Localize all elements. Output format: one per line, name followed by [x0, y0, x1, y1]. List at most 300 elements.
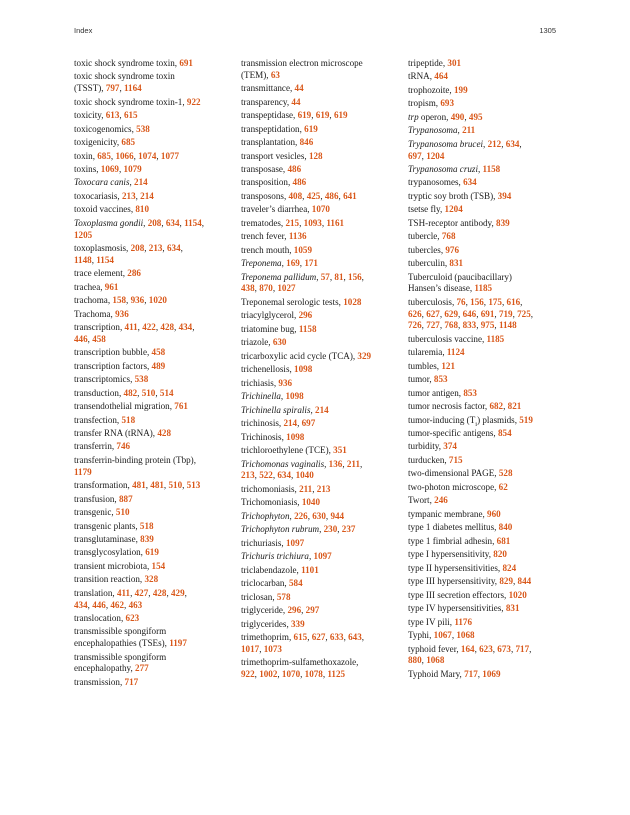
index-entry-line	[241, 484, 401, 496]
index-entry-line	[74, 255, 234, 267]
page-reference-link[interactable]: 854	[497, 428, 512, 438]
page-reference-link[interactable]: 154	[151, 560, 166, 571]
entry-text: toxic shock syndrome toxin,	[74, 58, 180, 68]
index-entry-line	[74, 137, 234, 149]
page-reference-link[interactable]: 697	[408, 150, 422, 161]
page-reference-link[interactable]: 212	[487, 138, 502, 149]
page-reference-link[interactable]: 922	[241, 668, 255, 679]
index-entry	[74, 309, 234, 321]
page-reference-link[interactable]: 1070	[311, 204, 330, 215]
page-reference-link[interactable]: 613	[105, 110, 120, 121]
page-reference-link[interactable]: 1077	[160, 150, 180, 161]
page-reference-link[interactable]: 691	[179, 58, 193, 68]
page-reference-link[interactable]: 840	[498, 522, 513, 533]
page-reference-link[interactable]: 1073	[263, 643, 282, 654]
page-reference-link[interactable]: 427	[134, 587, 149, 598]
page-reference-link[interactable]: 208	[130, 243, 145, 253]
page-reference-link[interactable]: 922	[186, 96, 201, 107]
page-reference-link[interactable]: 846	[299, 137, 314, 148]
page-reference-link[interactable]: 1002	[259, 668, 278, 679]
entry-text: ,	[494, 320, 499, 331]
page-reference-link[interactable]: 434	[74, 599, 88, 610]
index-entry	[74, 480, 234, 492]
page-reference-link[interactable]: 615	[123, 110, 138, 121]
index-entry-line	[74, 600, 234, 612]
page-reference-link[interactable]: 717	[464, 668, 478, 679]
page-reference-link[interactable]: 1017	[241, 643, 260, 654]
page-reference-link[interactable]: 623	[479, 643, 493, 654]
index-entry-line	[408, 468, 568, 480]
page-reference-link[interactable]: 616	[506, 296, 521, 307]
page-reference-link[interactable]: 425	[306, 190, 321, 201]
index-entry	[74, 97, 234, 109]
entry-text: ,	[144, 243, 149, 253]
page-reference-link[interactable]: 1101	[301, 564, 319, 575]
page-reference-link[interactable]: 1148	[74, 254, 92, 265]
entry-text: ,	[520, 296, 523, 307]
page-reference-link[interactable]: 839	[140, 533, 154, 544]
page-reference-link[interactable]: 634	[463, 177, 477, 188]
page-reference-link[interactable]: 619	[297, 110, 312, 121]
index-entry	[241, 565, 401, 577]
index-entry	[74, 547, 234, 559]
index-entry-line	[74, 561, 234, 573]
page-reference-link[interactable]: 1148	[498, 320, 517, 331]
page-reference-link[interactable]: 458	[92, 333, 106, 344]
page-reference-link[interactable]: 481	[150, 480, 164, 491]
entry-text: ,	[337, 524, 342, 535]
page-reference-link[interactable]: 633	[329, 632, 344, 643]
page-reference-link[interactable]: 717	[124, 676, 139, 687]
entry-text: tumbles,	[408, 360, 442, 371]
entry-text: transport vesicles,	[241, 150, 309, 161]
index-entry-line	[241, 445, 401, 457]
page-reference-link[interactable]: 411	[124, 322, 138, 333]
index-entry	[241, 364, 401, 376]
page-reference-link[interactable]: 1020	[148, 295, 167, 306]
index-entry-line	[408, 85, 568, 97]
page-reference-link[interactable]: 339	[291, 618, 305, 629]
index-entry	[408, 536, 568, 548]
page-reference-link[interactable]: 693	[440, 98, 454, 109]
index-entry	[241, 459, 401, 482]
page-reference-link[interactable]: 853	[433, 374, 448, 385]
page-reference-link[interactable]: 1098	[285, 391, 304, 402]
page-reference-link[interactable]: 936	[278, 377, 293, 388]
page-reference-link[interactable]: 1136	[288, 231, 307, 242]
page-reference-link[interactable]: 578	[276, 591, 291, 602]
page-reference-link[interactable]: 619	[304, 123, 318, 134]
page-reference-link[interactable]: 641	[343, 190, 357, 201]
page-reference-link[interactable]: 510	[141, 387, 156, 398]
page-reference-link[interactable]: 482	[123, 387, 138, 398]
index-entry	[408, 428, 568, 440]
page-reference-link[interactable]: 1185	[474, 283, 493, 294]
entry-text: transferrin-binding protein (Tbp),	[74, 454, 196, 465]
page-reference-link[interactable]: 1204	[444, 204, 463, 215]
page-reference-link[interactable]: 1069	[100, 163, 119, 174]
page-reference-link[interactable]: 495	[468, 111, 483, 122]
entry-text: encephalopathies (TSEs),	[74, 638, 170, 649]
page-reference-link[interactable]: 1158	[298, 323, 317, 334]
page-reference-link[interactable]: 746	[116, 441, 131, 452]
entry-text: transcription bubble,	[74, 347, 152, 358]
page-reference-link[interactable]: 1028	[343, 296, 362, 307]
index-entry	[408, 630, 568, 642]
page-reference-link[interactable]: 63	[270, 69, 280, 80]
page-reference-link[interactable]: 158	[112, 295, 127, 306]
entry-text: ,	[300, 668, 305, 679]
page-reference-link[interactable]: 57	[320, 271, 330, 282]
page-reference-link[interactable]: 446	[74, 333, 88, 344]
page-reference-link[interactable]: 870	[259, 283, 273, 294]
page-reference-link[interactable]: 761	[174, 401, 188, 412]
page-reference-link[interactable]: 960	[487, 508, 501, 519]
page-reference-link[interactable]: 1185	[486, 333, 505, 344]
entry-text: transglycosylation,	[74, 547, 146, 558]
page-reference-link[interactable]: 691	[480, 308, 495, 319]
index-column-3	[408, 58, 568, 682]
page-reference-link[interactable]: 128	[308, 150, 323, 161]
index-entry-line	[241, 619, 401, 631]
page-reference-link[interactable]: 1176	[454, 616, 472, 627]
page-reference-link[interactable]: 136	[328, 458, 343, 469]
page-reference-link[interactable]: 1040	[295, 470, 314, 481]
page-reference-link[interactable]: 627	[426, 308, 440, 319]
page-reference-link[interactable]: 880	[408, 655, 422, 666]
page-reference-link[interactable]: 214	[315, 404, 329, 415]
page-reference-link[interactable]: 213	[121, 190, 136, 201]
page-reference-link[interactable]: 833	[462, 320, 477, 331]
entry-text: Treponemal serologic tests,	[241, 296, 344, 307]
page-reference-link[interactable]: 1097	[285, 537, 305, 548]
entry-text: ,	[501, 296, 507, 307]
index-entry-line	[241, 364, 401, 376]
page-reference-link[interactable]: 1158	[482, 163, 501, 174]
page-reference-link[interactable]: 634	[277, 470, 292, 481]
italic-term: Trypanosoma brucei	[408, 138, 484, 149]
page-reference-link[interactable]: 428	[152, 587, 167, 598]
page-reference-link[interactable]: 518	[139, 520, 154, 531]
index-entry	[408, 644, 568, 667]
page-reference-link[interactable]: 329	[357, 350, 372, 361]
page-reference-link[interactable]: 211	[462, 125, 476, 136]
page-reference-link[interactable]: 351	[333, 445, 347, 456]
page-reference-link[interactable]: 634	[505, 138, 520, 149]
index-entry	[74, 494, 234, 506]
entry-text: ,	[280, 391, 286, 402]
page-reference-link[interactable]: 715	[448, 454, 463, 465]
entry-text: trachea,	[74, 281, 105, 292]
page-reference-link[interactable]: 528	[498, 468, 513, 479]
page-reference-link[interactable]: 422	[142, 322, 156, 333]
page-reference-link[interactable]: 519	[519, 414, 533, 425]
page-reference-link[interactable]: 936	[130, 295, 145, 306]
page-reference-link[interactable]: 428	[160, 322, 175, 333]
entry-text: ,	[483, 138, 488, 149]
page-reference-link[interactable]: 829	[499, 576, 513, 587]
page-reference-link[interactable]: 1154	[96, 254, 114, 265]
page-reference-link[interactable]: 428	[157, 428, 171, 438]
page-reference-link[interactable]: 685	[97, 150, 111, 161]
page-reference-link[interactable]: 1098	[286, 431, 305, 442]
entry-text: trench fever,	[241, 231, 289, 242]
page-reference-link[interactable]: 1066	[115, 150, 134, 161]
page-reference-link[interactable]: 936	[115, 308, 129, 319]
page-reference-link[interactable]: 844	[517, 576, 532, 587]
page-reference-link[interactable]: 1098	[294, 364, 313, 375]
page-reference-link[interactable]: 169	[286, 258, 300, 269]
page-reference-link[interactable]: 681	[496, 535, 511, 546]
page-reference-link[interactable]: 518	[121, 414, 136, 425]
index-entry-line	[74, 507, 234, 519]
index-entry-line	[408, 177, 568, 189]
page-reference-link[interactable]: 682	[489, 401, 504, 412]
page-reference-link[interactable]: 215	[285, 217, 300, 228]
page-reference-link[interactable]: 810	[135, 204, 150, 215]
page-reference-link[interactable]: 1205	[74, 229, 93, 240]
page-reference-link[interactable]: 1179	[74, 466, 92, 477]
page-reference-link[interactable]: 1020	[508, 589, 527, 600]
page-reference-link[interactable]: 697	[301, 418, 316, 429]
page-reference-link[interactable]: 1074	[138, 150, 157, 161]
page-reference-link[interactable]: 626	[408, 308, 422, 319]
entry-text: ,	[137, 322, 143, 333]
index-entry	[408, 455, 568, 467]
page-reference-link[interactable]: 839	[496, 217, 510, 228]
page-reference-link[interactable]: 211	[346, 458, 360, 469]
page-reference-link[interactable]: 211	[299, 483, 313, 494]
index-entry-line	[408, 495, 568, 507]
page-reference-link[interactable]: 374	[443, 441, 457, 452]
page-reference-link[interactable]: 438	[241, 283, 255, 294]
page-reference-link[interactable]: 76	[456, 296, 466, 307]
page-reference-link[interactable]: 1027	[277, 283, 296, 294]
page-reference-link[interactable]: 831	[505, 603, 520, 614]
page-reference-link[interactable]: 1204	[426, 150, 445, 161]
page-reference-link[interactable]: 1125	[327, 668, 346, 679]
index-entry-line	[74, 415, 234, 427]
page-reference-link[interactable]: 510	[168, 480, 183, 491]
page-reference-link[interactable]: 486	[287, 163, 302, 174]
page-reference-link[interactable]: 824	[502, 562, 517, 573]
page-reference-link[interactable]: 411	[116, 587, 131, 598]
page-reference-link[interactable]: 394	[497, 190, 512, 201]
page-reference-link[interactable]: 213	[316, 483, 331, 494]
page-reference-link[interactable]: 230	[323, 524, 338, 535]
page-reference-link[interactable]: 286	[127, 268, 141, 279]
page-reference-link[interactable]: 619	[315, 110, 330, 121]
page-reference-link[interactable]: 214	[140, 190, 154, 201]
page-reference-link[interactable]: 237	[341, 524, 356, 535]
page-reference-link[interactable]: 301	[447, 58, 462, 68]
index-entry-line	[408, 617, 568, 629]
page-reference-link[interactable]: 726	[408, 320, 422, 331]
page-reference-link[interactable]: 619	[145, 547, 159, 558]
page-reference-link[interactable]: 538	[134, 374, 149, 385]
page-reference-link[interactable]: 522	[259, 470, 273, 481]
page-reference-link[interactable]: 727	[426, 320, 440, 331]
entry-text: ,	[519, 138, 522, 149]
index-entry-line	[241, 310, 401, 322]
entry-text: triazole,	[241, 337, 273, 348]
index-entry	[241, 218, 401, 230]
page-reference-link[interactable]: 296	[287, 605, 302, 616]
page-reference-link[interactable]: 208	[147, 217, 162, 228]
entry-text: ,	[494, 308, 499, 319]
page-reference-link[interactable]: 623	[125, 613, 140, 623]
page-reference-link[interactable]: 629	[444, 308, 459, 319]
page-reference-link[interactable]: 514	[159, 387, 174, 398]
page-reference-link[interactable]: 199	[453, 84, 468, 95]
page-reference-link[interactable]: 853	[463, 387, 477, 398]
page-reference-link[interactable]: 463	[128, 599, 143, 610]
entry-text: transplantation,	[241, 137, 300, 148]
page-reference-link[interactable]: 44	[294, 83, 304, 94]
page-reference-link[interactable]: 214	[283, 418, 298, 429]
page-reference-link[interactable]: 619	[333, 110, 348, 121]
page-reference-link[interactable]: 481	[132, 480, 146, 491]
index-entry	[241, 497, 401, 509]
page-reference-link[interactable]: 685	[121, 137, 136, 148]
index-entry	[74, 71, 234, 94]
page-reference-link[interactable]: 328	[144, 574, 159, 585]
page-reference-link[interactable]: 630	[272, 337, 287, 348]
page-reference-link[interactable]: 1093	[303, 217, 322, 228]
entry-text: ,	[135, 190, 141, 201]
page-reference-link[interactable]: 768	[441, 231, 456, 242]
index-entry-line	[241, 565, 401, 577]
page-reference-link[interactable]: 1079	[123, 163, 142, 174]
page-reference-link[interactable]: 627	[311, 632, 326, 643]
page-reference-link[interactable]: 961	[104, 281, 119, 292]
entry-text: ,	[105, 599, 111, 610]
page-reference-link[interactable]: 510	[115, 507, 130, 518]
page-reference-link[interactable]: 175	[488, 296, 502, 307]
page-reference-link[interactable]: 171	[304, 258, 318, 269]
index-entry	[74, 191, 234, 203]
page-reference-link[interactable]: 725	[517, 308, 531, 319]
page-reference-link[interactable]: 1070	[281, 668, 301, 679]
entry-text: triglyceride,	[241, 605, 288, 616]
page-reference-link[interactable]: 164	[460, 643, 475, 654]
page-reference-link[interactable]: 296	[298, 310, 313, 321]
entry-text: (TEM),	[241, 69, 271, 80]
page-reference-link[interactable]: 821	[507, 401, 522, 412]
page-reference-link[interactable]: 634	[165, 217, 180, 228]
index-entry-line	[74, 58, 234, 70]
index-entry	[74, 521, 234, 533]
entry-text: toxoplasmosis,	[74, 243, 131, 253]
page-reference-link[interactable]: 643	[348, 632, 362, 643]
page-reference-link[interactable]: 634	[166, 243, 181, 253]
page-reference-link[interactable]: 717	[515, 643, 530, 654]
page-reference-link[interactable]: 1164	[124, 83, 142, 94]
page-reference-link[interactable]: 673	[497, 643, 511, 654]
page-reference-link[interactable]: 538	[136, 123, 150, 134]
page-reference-link[interactable]: 44	[291, 96, 301, 107]
page-reference-link[interactable]: 1067	[433, 630, 452, 641]
page-reference-link[interactable]: 462	[110, 599, 125, 610]
page-reference-link[interactable]: 630	[312, 510, 326, 521]
page-reference-link[interactable]: 213	[148, 243, 163, 253]
page-reference-link[interactable]: 297	[305, 605, 320, 616]
page-reference-link[interactable]: 213	[241, 470, 255, 481]
page-reference-link[interactable]: 1097	[313, 551, 332, 562]
page-reference-link[interactable]: 615	[293, 632, 308, 643]
index-entry	[408, 401, 568, 413]
index-entry-line	[241, 644, 401, 656]
page-reference-link[interactable]: 1078	[304, 668, 323, 679]
page-reference-link[interactable]: 464	[434, 71, 448, 82]
entry-text: ,	[319, 524, 324, 535]
page-reference-link[interactable]: 1068	[456, 630, 475, 641]
entry-text: trophozoite,	[408, 84, 454, 95]
page-reference-link[interactable]: 1154	[184, 217, 202, 228]
page-reference-link[interactable]: 408	[288, 190, 303, 201]
page-reference-link[interactable]: 1197	[169, 638, 187, 649]
page-reference-link[interactable]: 486	[324, 190, 339, 201]
page-reference-link[interactable]: 62	[498, 481, 508, 492]
page-reference-link[interactable]: 156	[470, 296, 484, 307]
page-reference-link[interactable]: 1068	[426, 655, 445, 666]
index-entry-line	[408, 139, 568, 151]
italic-term: Treponema	[241, 258, 282, 269]
entry-text: ,	[119, 83, 125, 94]
page-reference-link[interactable]: 226	[294, 510, 308, 521]
page-reference-link[interactable]: 831	[449, 258, 464, 269]
page-reference-link[interactable]: 887	[118, 493, 133, 504]
page-reference-link[interactable]: 121	[441, 360, 455, 371]
page-reference-link[interactable]: 975	[480, 320, 495, 331]
index-entry	[408, 603, 568, 615]
page-reference-link[interactable]: 489	[151, 360, 166, 371]
page-reference-link[interactable]: 1124	[446, 347, 465, 358]
page-reference-link[interactable]: 513	[186, 480, 201, 491]
page-reference-link[interactable]: 81	[334, 271, 344, 282]
page-reference-link[interactable]: 976	[445, 244, 460, 255]
page-reference-link[interactable]: 1161	[326, 217, 345, 228]
page-reference-link[interactable]: 1040	[301, 497, 320, 508]
entry-text: ,	[342, 458, 347, 469]
page-reference-link[interactable]: 156	[348, 271, 362, 282]
entry-text: tympanic membrane,	[408, 508, 488, 519]
entry-text: operon,	[418, 111, 451, 122]
page-reference-link[interactable]: 429	[171, 587, 185, 598]
entry-text: ,	[302, 190, 307, 201]
page-reference-link[interactable]: 820	[493, 549, 507, 560]
index-entry	[408, 590, 568, 602]
page-reference-link[interactable]: 214	[134, 177, 148, 188]
page-reference-link[interactable]: 1059	[293, 244, 312, 255]
entry-text: ,	[166, 587, 171, 598]
page-reference-link[interactable]: 458	[151, 347, 166, 358]
page-reference-link[interactable]: 944	[330, 510, 345, 521]
page-reference-link[interactable]: 768	[444, 320, 459, 331]
page-reference-link[interactable]: 277	[135, 663, 149, 674]
page-reference-link[interactable]: 486	[292, 177, 307, 188]
page-reference-link[interactable]: 434	[178, 322, 193, 333]
page-reference-link[interactable]: 646	[462, 308, 477, 319]
page-reference-link[interactable]: 719	[498, 308, 513, 319]
index-entry-line	[74, 574, 234, 586]
page-reference-link[interactable]: 490	[450, 111, 465, 122]
page-reference-link[interactable]: 246	[434, 495, 448, 506]
page-reference-link[interactable]: 797	[105, 83, 120, 94]
page-reference-link[interactable]: 1069	[482, 668, 501, 679]
page-reference-link[interactable]: 446	[92, 599, 106, 610]
page-reference-link[interactable]: 584	[288, 578, 303, 589]
